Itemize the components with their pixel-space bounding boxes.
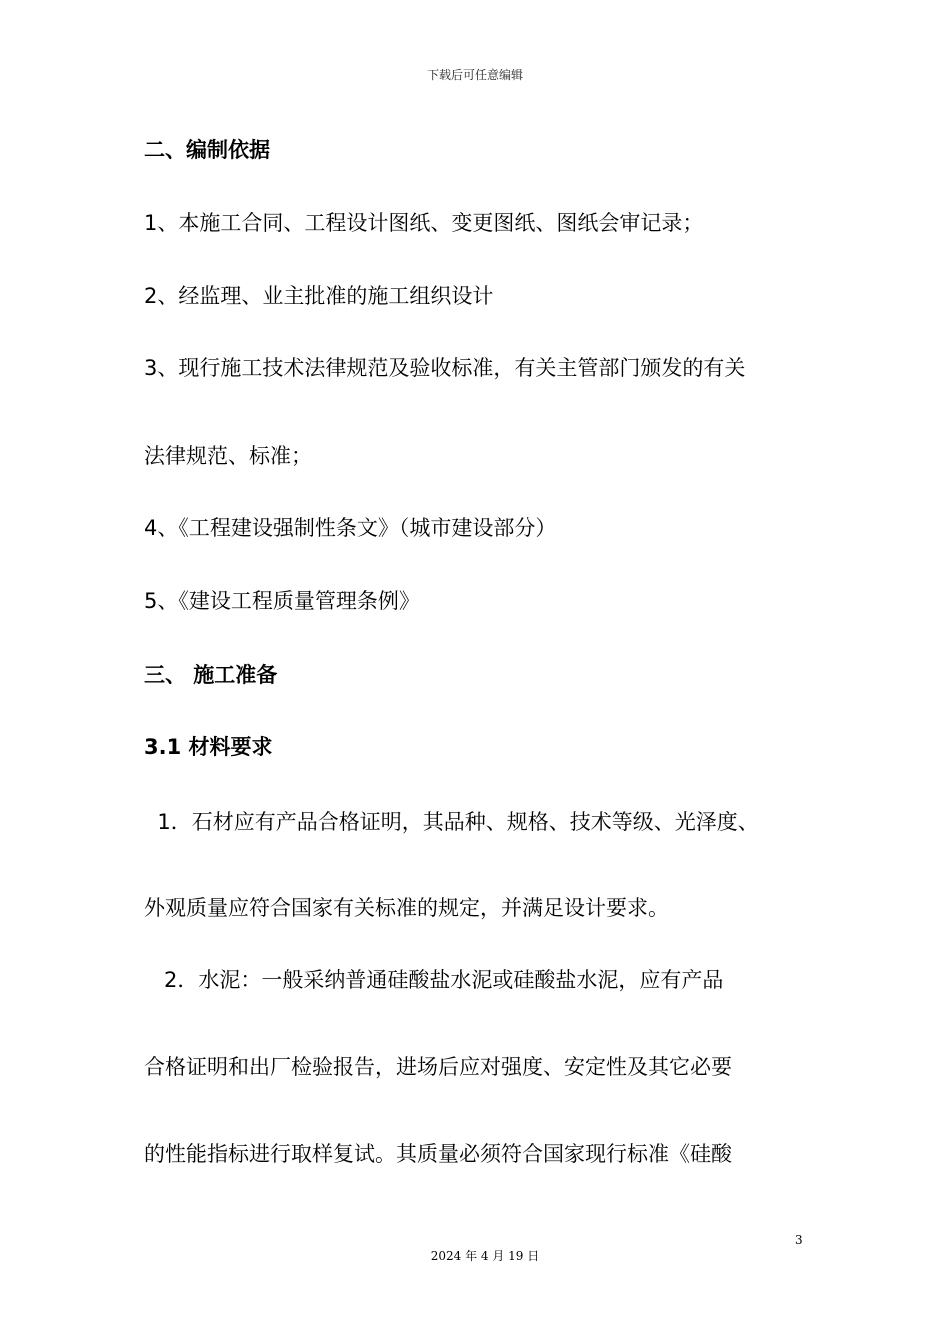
basis-item-5: 5、《建设工程质量管理条例》 [144, 589, 420, 613]
material-paragraph-2-line-3: 的性能指标进行取样复试。其质量必须符合国家现行标准《硅酸 [144, 1142, 732, 1166]
material-paragraph-2-line-1: 2．水泥：一般采纳普通硅酸盐水泥或硅酸盐水泥，应有产品 [144, 968, 724, 992]
material-paragraph-2-line-2: 合格证明和出厂检验报告，进场后应对强度、安定性及其它必要 [144, 1055, 732, 1079]
material-paragraph-1-line-1: 1．石材应有产品合格证明，其品种、规格、技术等级、光泽度、 [144, 810, 759, 834]
basis-item-4: 4、《工程建设强制性条文》（城市建设部分） [144, 516, 557, 540]
page-header: 下载后可任意编辑 [426, 68, 523, 82]
basis-item-3: 3、现行施工技术法律规范及验收标准，有关主管部门颁发的有关 [144, 356, 746, 380]
subsection-heading-material-requirements: 3.1 材料要求 [144, 735, 273, 759]
basis-item-1: 1、本施工合同、工程设计图纸、变更图纸、图纸会审记录； [144, 211, 704, 235]
material-paragraph-1-line-2: 外观质量应符合国家有关标准的规定，并满足设计要求。 [144, 896, 669, 920]
section-heading-compilation-basis: 二、编制依据 [144, 138, 270, 162]
basis-item-2: 2、经监理、业主批准的施工组织设计 [144, 284, 494, 308]
footer-date: 2024 年 4 月 19 日 [430, 1249, 540, 1263]
section-heading-construction-preparation: 三、 施工准备 [144, 663, 278, 687]
page-number: 3 [795, 1233, 803, 1247]
basis-item-3-continued: 法律规范、标准； [144, 444, 312, 468]
